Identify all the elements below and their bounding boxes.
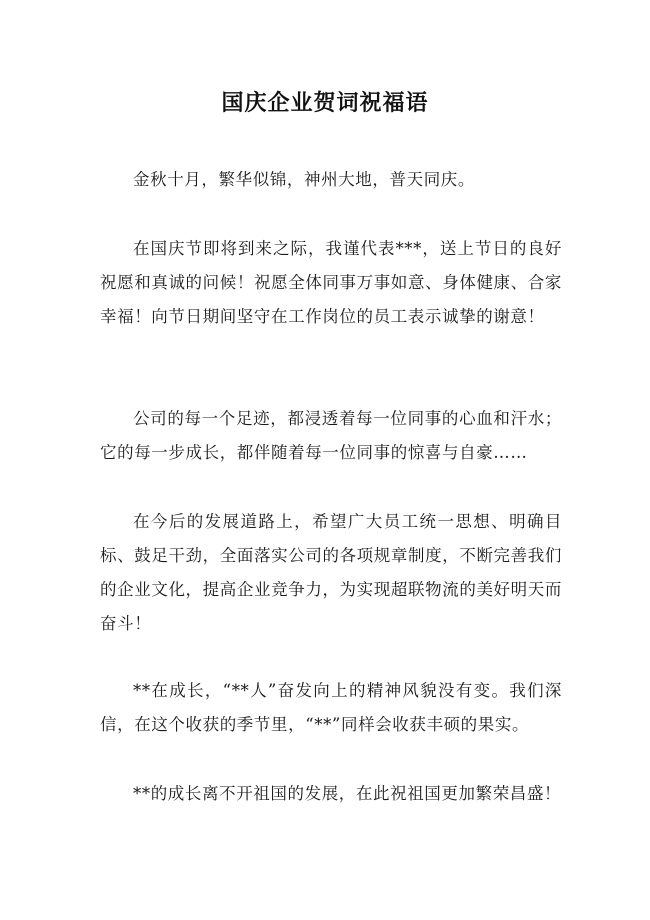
- document-title: 国庆企业贺词祝福语: [221, 91, 429, 116]
- paragraph-motherland: **的成长离不开祖国的发展，在此祝祖国更加繁荣昌盛！: [133, 784, 562, 803]
- paragraph-wishes: 在国庆节即将到来之际，我谨代表***，送上节日的良好祝愿和真诚的问候！祝愿全体同事万事如意、身体健康、合家幸福！向节日期间坚守在工作岗位的员工表示诚挚的谢意！: [100, 239, 562, 326]
- paragraph-greeting: 金秋十月，繁华似锦，神州大地，普天同庆。: [133, 170, 475, 189]
- paragraph-growth: **在成长，“**人”奋发向上的精神风貌没有变。我们深信，在这个收获的季节里，“**”同样会收获丰硕的果实。: [100, 681, 562, 734]
- paragraph-future: 在今后的发展道路上，希望广大员工统一思想、明确目标、鼓足干劲，全面落实公司的各项规章制度，不断完善我们的企业文化，提高企业竞争力，为实现超联物流的美好明天而奋斗！: [100, 512, 562, 633]
- paragraph-footsteps: 公司的每一个足迹，都浸透着每一位同事的心血和汗水；它的每一步成长，都伴随着每一位同事的惊喜与自豪……: [100, 409, 562, 462]
